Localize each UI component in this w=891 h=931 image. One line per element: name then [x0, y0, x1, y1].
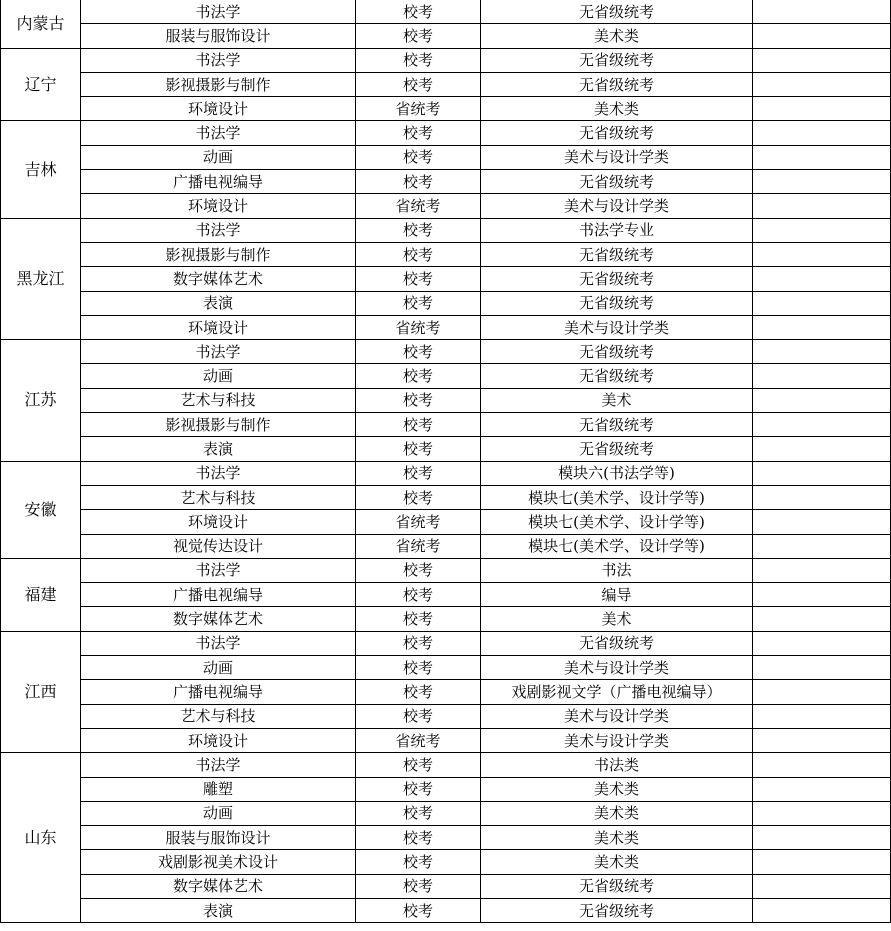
exam-type-cell: 校考: [356, 826, 481, 850]
note-cell: [753, 388, 891, 412]
province-cell: 福建: [1, 558, 81, 631]
major-cell: 环境设计: [81, 194, 356, 218]
table-row: [1, 145, 891, 169]
table-row: [1, 485, 891, 509]
note-cell: [753, 631, 891, 655]
note-cell: [753, 194, 891, 218]
note-cell: [753, 485, 891, 509]
major-cell: 艺术与科技: [81, 388, 356, 412]
table-row: [1, 48, 891, 72]
province-cell: 江苏: [1, 340, 81, 461]
exam-category-cell: 无省级统考: [481, 413, 753, 437]
province-cell: 黑龙江: [1, 218, 81, 339]
exam-category-cell: 无省级统考: [481, 631, 753, 655]
major-cell: 数字媒体艺术: [81, 267, 356, 291]
note-cell: [753, 583, 891, 607]
note-cell: [753, 437, 891, 461]
table-row: [1, 510, 891, 534]
note-cell: [753, 267, 891, 291]
table-row: [1, 340, 891, 364]
table-row: [1, 777, 891, 801]
exam-category-cell: 无省级统考: [481, 340, 753, 364]
major-cell: 书法学: [81, 48, 356, 72]
exam-type-cell: 校考: [356, 801, 481, 825]
exam-category-cell: 美术类: [481, 850, 753, 874]
major-cell: 影视摄影与制作: [81, 72, 356, 96]
exam-type-cell: 校考: [356, 485, 481, 509]
table-row: [1, 388, 891, 412]
major-cell: 表演: [81, 291, 356, 315]
major-cell: 环境设计: [81, 510, 356, 534]
major-cell: 数字媒体艺术: [81, 607, 356, 631]
note-cell: [753, 777, 891, 801]
exam-category-cell: 书法类: [481, 753, 753, 777]
exam-category-cell: 美术与设计学类: [481, 704, 753, 728]
table-row: [1, 315, 891, 339]
major-cell: 动画: [81, 801, 356, 825]
exam-category-cell: 美术类: [481, 826, 753, 850]
table-row: [1, 898, 891, 922]
major-cell: 影视摄影与制作: [81, 242, 356, 266]
note-cell: [753, 315, 891, 339]
major-cell: 书法学: [81, 340, 356, 364]
exam-type-cell: 校考: [356, 607, 481, 631]
table-row: [1, 607, 891, 631]
note-cell: [753, 510, 891, 534]
exam-type-cell: 校考: [356, 583, 481, 607]
table-row: [1, 24, 891, 48]
note-cell: [753, 728, 891, 752]
note-cell: [753, 801, 891, 825]
table-body: [1, 0, 891, 923]
table-row: [1, 437, 891, 461]
exam-category-cell: 无省级统考: [481, 242, 753, 266]
major-cell: 书法学: [81, 753, 356, 777]
exam-category-cell: 美术类: [481, 24, 753, 48]
exam-category-cell: 戏剧影视文学（广播电视编导）: [481, 680, 753, 704]
exam-category-cell: 美术类: [481, 801, 753, 825]
exam-type-cell: 校考: [356, 898, 481, 922]
table-row: [1, 170, 891, 194]
note-cell: [753, 826, 891, 850]
exam-category-cell: 模块七(美术学、设计学等): [481, 534, 753, 558]
exam-type-cell: 校考: [356, 753, 481, 777]
exam-category-cell: 无省级统考: [481, 898, 753, 922]
exam-category-cell: 无省级统考: [481, 267, 753, 291]
exam-type-cell: 校考: [356, 24, 481, 48]
note-cell: [753, 534, 891, 558]
province-cell: 山东: [1, 753, 81, 923]
note-cell: [753, 680, 891, 704]
major-cell: 环境设计: [81, 728, 356, 752]
note-cell: [753, 145, 891, 169]
exam-category-cell: 无省级统考: [481, 170, 753, 194]
exam-category-cell: 无省级统考: [481, 364, 753, 388]
note-cell: [753, 656, 891, 680]
table-row: [1, 267, 891, 291]
table-row: [1, 874, 891, 898]
major-cell: 书法学: [81, 218, 356, 242]
exam-category-cell: 模块七(美术学、设计学等): [481, 510, 753, 534]
exam-type-cell: 校考: [356, 48, 481, 72]
major-cell: 广播电视编导: [81, 583, 356, 607]
major-cell: 动画: [81, 145, 356, 169]
exam-category-cell: 美术: [481, 388, 753, 412]
exam-type-cell: 校考: [356, 874, 481, 898]
exam-type-cell: 省统考: [356, 97, 481, 121]
major-cell: 服装与服饰设计: [81, 24, 356, 48]
exam-type-cell: 校考: [356, 364, 481, 388]
table-row: [1, 72, 891, 96]
exam-type-cell: 省统考: [356, 315, 481, 339]
major-cell: 广播电视编导: [81, 680, 356, 704]
exam-category-cell: 无省级统考: [481, 48, 753, 72]
major-cell: 动画: [81, 656, 356, 680]
major-cell: 戏剧影视美术设计: [81, 850, 356, 874]
table-row: [1, 218, 891, 242]
note-cell: [753, 413, 891, 437]
note-cell: [753, 24, 891, 48]
exam-type-cell: 校考: [356, 680, 481, 704]
note-cell: [753, 72, 891, 96]
exam-type-cell: 校考: [356, 656, 481, 680]
table-row: [1, 558, 891, 582]
exam-type-cell: 校考: [356, 242, 481, 266]
exam-type-cell: 校考: [356, 267, 481, 291]
exam-category-cell: 无省级统考: [481, 437, 753, 461]
exam-category-cell: 美术与设计学类: [481, 145, 753, 169]
exam-category-cell: 美术类: [481, 97, 753, 121]
exam-type-cell: 校考: [356, 558, 481, 582]
note-cell: [753, 48, 891, 72]
note-cell: [753, 170, 891, 194]
note-cell: [753, 850, 891, 874]
major-cell: 视觉传达设计: [81, 534, 356, 558]
exam-category-cell: 书法: [481, 558, 753, 582]
major-cell: 动画: [81, 364, 356, 388]
major-cell: 服装与服饰设计: [81, 826, 356, 850]
major-cell: 书法学: [81, 121, 356, 145]
province-cell: 安徽: [1, 461, 81, 558]
table-row: [1, 656, 891, 680]
exam-type-cell: 校考: [356, 413, 481, 437]
exam-type-cell: 校考: [356, 437, 481, 461]
table-row: [1, 97, 891, 121]
exam-type-cell: 校考: [356, 388, 481, 412]
exam-category-cell: 无省级统考: [481, 291, 753, 315]
exam-category-cell: 美术与设计学类: [481, 656, 753, 680]
table-row: [1, 850, 891, 874]
major-cell: 表演: [81, 437, 356, 461]
table-row: [1, 583, 891, 607]
table-row: [1, 826, 891, 850]
note-cell: [753, 753, 891, 777]
exam-category-cell: 编导: [481, 583, 753, 607]
exam-type-cell: 校考: [356, 0, 481, 24]
province-cell: 江西: [1, 631, 81, 752]
note-cell: [753, 97, 891, 121]
table-row: [1, 704, 891, 728]
exam-type-cell: 省统考: [356, 728, 481, 752]
table-row: [1, 364, 891, 388]
table-row: [1, 728, 891, 752]
major-cell: 书法学: [81, 0, 356, 24]
major-cell: 数字媒体艺术: [81, 874, 356, 898]
exam-category-cell: 美术类: [481, 777, 753, 801]
note-cell: [753, 364, 891, 388]
province-cell: 内蒙古: [1, 0, 81, 48]
major-cell: 书法学: [81, 631, 356, 655]
exam-type-cell: 校考: [356, 72, 481, 96]
note-cell: [753, 898, 891, 922]
table-row: [1, 242, 891, 266]
table-row: [1, 291, 891, 315]
note-cell: [753, 607, 891, 631]
exam-type-cell: 校考: [356, 218, 481, 242]
major-cell: 影视摄影与制作: [81, 413, 356, 437]
note-cell: [753, 291, 891, 315]
province-cell: 吉林: [1, 121, 81, 218]
note-cell: [753, 0, 891, 24]
table-row: [1, 753, 891, 777]
exam-type-cell: 校考: [356, 850, 481, 874]
exam-category-cell: 美术: [481, 607, 753, 631]
exam-type-cell: 校考: [356, 170, 481, 194]
table-row: [1, 413, 891, 437]
note-cell: [753, 461, 891, 485]
exam-type-cell: 校考: [356, 777, 481, 801]
table-row: [1, 631, 891, 655]
exam-type-cell: 校考: [356, 340, 481, 364]
note-cell: [753, 242, 891, 266]
exam-category-cell: 无省级统考: [481, 874, 753, 898]
table-row: [1, 534, 891, 558]
note-cell: [753, 218, 891, 242]
major-cell: 环境设计: [81, 97, 356, 121]
table-row: [1, 194, 891, 218]
note-cell: [753, 874, 891, 898]
exam-type-cell: 省统考: [356, 194, 481, 218]
note-cell: [753, 121, 891, 145]
exam-type-cell: 校考: [356, 145, 481, 169]
major-cell: 表演: [81, 898, 356, 922]
note-cell: [753, 558, 891, 582]
exam-category-cell: 美术与设计学类: [481, 728, 753, 752]
exam-category-cell: 无省级统考: [481, 121, 753, 145]
major-cell: 广播电视编导: [81, 170, 356, 194]
major-cell: 雕塑: [81, 777, 356, 801]
table-row: [1, 121, 891, 145]
exam-category-cell: 美术与设计学类: [481, 315, 753, 339]
table-row: [1, 461, 891, 485]
major-cell: 书法学: [81, 461, 356, 485]
exam-type-cell: 省统考: [356, 510, 481, 534]
major-cell: 艺术与科技: [81, 704, 356, 728]
exam-type-cell: 校考: [356, 631, 481, 655]
province-cell: 辽宁: [1, 48, 81, 121]
table-row: [1, 0, 891, 24]
exam-category-cell: 无省级统考: [481, 0, 753, 24]
exam-category-cell: 美术与设计学类: [481, 194, 753, 218]
note-cell: [753, 340, 891, 364]
exam-type-cell: 校考: [356, 461, 481, 485]
exam-category-cell: 书法学专业: [481, 218, 753, 242]
table-row: [1, 680, 891, 704]
table-row: [1, 801, 891, 825]
exam-category-cell: 模块七(美术学、设计学等): [481, 485, 753, 509]
major-cell: 书法学: [81, 558, 356, 582]
exam-type-cell: 校考: [356, 291, 481, 315]
exam-type-cell: 校考: [356, 121, 481, 145]
major-cell: 环境设计: [81, 315, 356, 339]
exam-category-cell: 无省级统考: [481, 72, 753, 96]
note-cell: [753, 704, 891, 728]
exam-type-cell: 省统考: [356, 534, 481, 558]
exam-type-cell: 校考: [356, 704, 481, 728]
exam-category-cell: 模块六(书法学等): [481, 461, 753, 485]
major-cell: 艺术与科技: [81, 485, 356, 509]
